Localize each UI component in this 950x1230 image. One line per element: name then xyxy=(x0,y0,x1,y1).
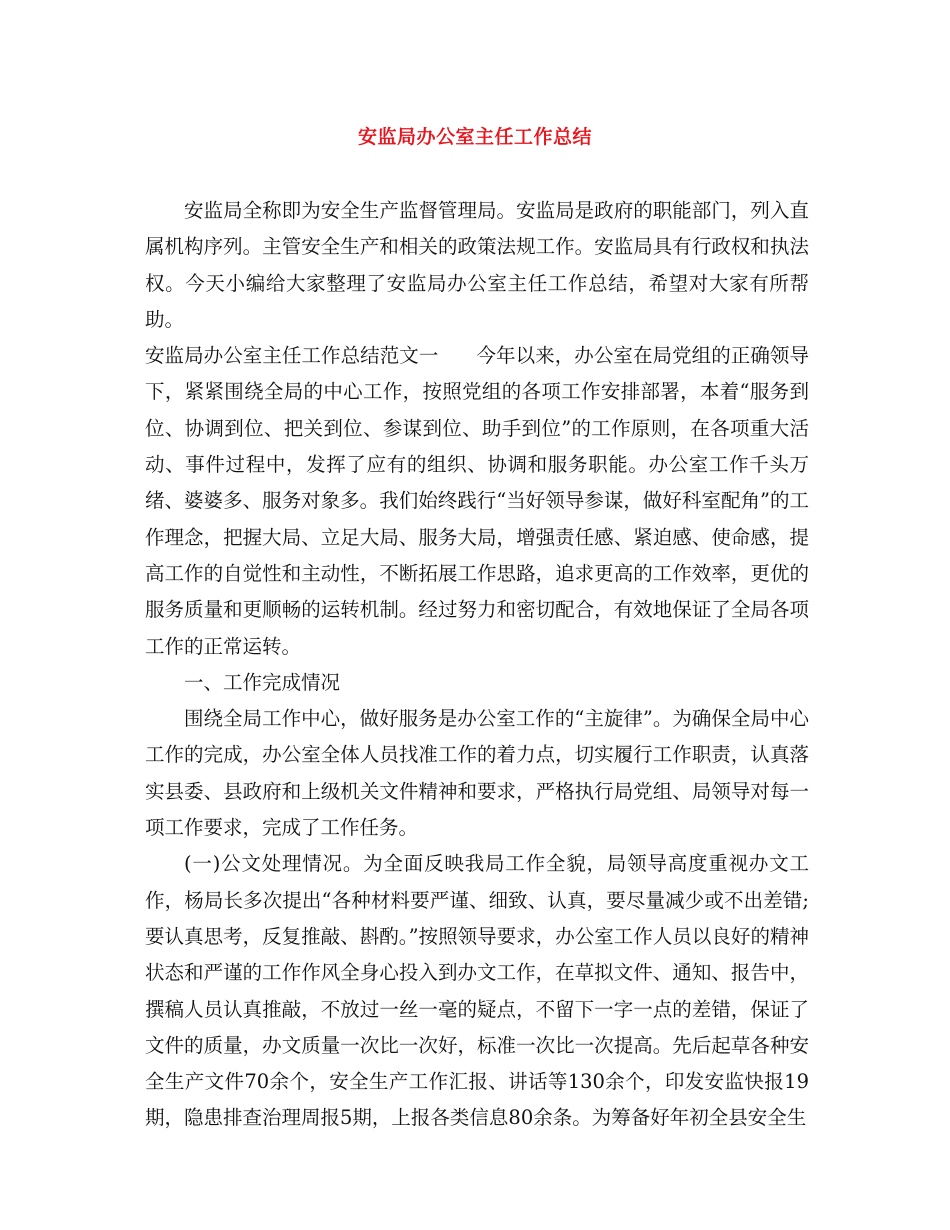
sample-opening-text: 今年以来，办公室在局党组的正确领导下，紧紧围绕全局的中心工作，按照党组的各项工作安排部署，本着“服务到位、协调到位、把关到位、参谋到位、助手到位”的工作原则，在各项重大活动、事件过程中，发挥了应有的组织、协调和服务职能。办公室工作千头万绪、婆婆多、服务对象多。我们始终践行“当好领导参谋，做好科室配角”的工作理念，把握大局、立足大局、服务大局，增强责任感、紧迫感、使命感，提高工作的自觉性和主动性，不断拓展工作思路，追求更高的工作效率，更优的服务质量和更顺畅的运转机制。经过努力和密切配合，有效地保证了全局各项工作的正常运转。 xyxy=(145,344,809,658)
intro-paragraph: 安监局全称即为安全生产监督管理局。安监局是政府的职能部门，列入直属机构序列。主管安全生产和相关的政策法规工作。安监局具有行政权和执法权。今天小编给大家整理了安监局办公室主任工作总结，希望对大家有所帮助。 xyxy=(145,199,809,331)
document-title: 安监局办公室主任工作总结 xyxy=(357,126,592,148)
subsection-paragraph: (一)公文处理情况。为全面反映我局工作全貌，局领导高度重视办文工作，杨局长多次提出“各种材料要严谨、细致、认真，要尽量减少或不出差错;要认真思考，反复推敲、斟酌。”按照领导要求，办公室工作人员以良好的精神状态和严谨的工作作风全身心投入到办文工作，在草拟文件、通知、报告中，撰稿人员认真推敲，不放过一丝一毫的疑点，不留下一字一点的差错，保证了文件的质量，办文质量一次比一次好，标准一次比一次提高。先后起草各种安全生产文件70余个，安全生产工作汇报、讲话等130余个，印发安监快报19期，隐患排查治理周报5期，上报各类信息80余条。为筹备好年初全县安全生 xyxy=(145,852,809,1130)
document-body xyxy=(145,193,809,1137)
section-heading: 一、工作完成情况 xyxy=(184,670,341,694)
sample-paragraph xyxy=(145,338,809,665)
sample-heading: 安监局办公室主任工作总结范文一 xyxy=(145,344,439,368)
section-paragraph: 围绕全局工作中心，做好服务是办公室工作的“主旋律”。为确保全局中心工作的完成，办公室全体人员找准工作的着力点，切实履行工作职责，认真落实县委、县政府和上级机关文件精神和要求，严格执行局党组、局领导对每一项工作要求，完成了工作任务。 xyxy=(145,707,809,840)
